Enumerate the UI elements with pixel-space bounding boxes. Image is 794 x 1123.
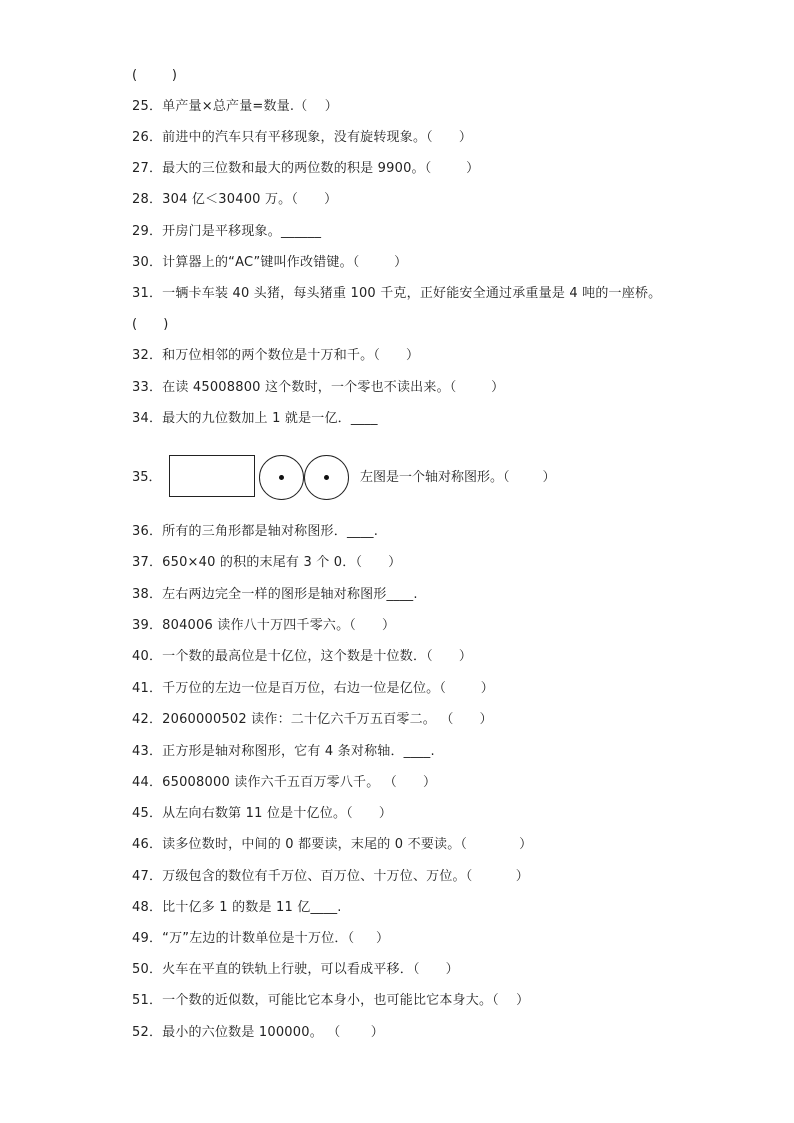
question-26: 26．前进中的汽车只有平移现象，没有旋转现象。（ ） <box>132 130 473 145</box>
question-46: 46．读多位数时，中间的 0 都要读，末尾的 0 不要读。（ ） <box>132 837 533 852</box>
question-30: 30．计算器上的“AC”键叫作改错键。（ ） <box>132 255 408 270</box>
question-39: 39．804006 读作八十万四千零六。（ ） <box>132 618 396 633</box>
circle-center-dot <box>279 475 284 480</box>
rectangle-figure <box>169 455 255 497</box>
question-44: 44．65008000 读作六千五百万零八千。 （ ） <box>132 775 437 790</box>
question-34: 34．最大的九位数加上 1 就是一亿．____ <box>132 411 378 426</box>
question-27: 27．最大的三位数和最大的两位数的积是 9900。（ ） <box>132 161 480 176</box>
question-29: 29．开房门是平移现象。______ <box>132 224 322 239</box>
question-43: 43．正方形是轴对称图形，它有 4 条对称轴．____. <box>132 744 435 759</box>
circle-center-dot <box>324 475 329 480</box>
question-40: 40．一个数的最高位是十亿位，这个数是十位数．（ ） <box>132 649 473 664</box>
question-35-number: 35． <box>132 470 162 485</box>
question-36: 36．所有的三角形都是轴对称图形．____. <box>132 524 379 539</box>
question-37: 37．650×40 的积的末尾有 3 个 0．（ ） <box>132 555 402 570</box>
question-50: 50．火车在平直的铁轨上行驶，可以看成平移．（ ） <box>132 962 459 977</box>
question-35-text: 左图是一个轴对称图形。（ ） <box>360 470 556 485</box>
question-49: 49．“万”左边的计数单位是十万位．（ ） <box>132 931 390 946</box>
question-31-bracket: ( ) <box>132 317 169 332</box>
question-45: 45．从左向右数第 11 位是十亿位。（ ） <box>132 806 393 821</box>
question-28: 28．304 亿＜30400 万。（ ） <box>132 192 338 207</box>
question-48: 48．比十亿多 1 的数是 11 亿____. <box>132 900 342 915</box>
question-47: 47．万级包含的数位有千万位、百万位、十万位、万位。（ ） <box>132 869 529 884</box>
question-51: 51．一个数的近似数，可能比它本身小，也可能比它本身大。（ ） <box>132 993 530 1008</box>
question-42: 42．2060000502 读作：二十亿六千万五百零二。 （ ） <box>132 712 493 727</box>
circle-figure-left <box>259 455 304 500</box>
question-41: 41．千万位的左边一位是百万位，右边一位是亿位。（ ） <box>132 681 494 696</box>
question-35 <box>132 455 692 501</box>
question-52: 52．最小的六位数是 100000。 （ ） <box>132 1025 384 1040</box>
question-31: 31．一辆卡车装 40 头猪，每头猪重 100 千克，正好能安全通过承重量是 4 吨的一座桥。 <box>132 286 662 301</box>
question-32: 32．和万位相邻的两个数位是十万和千。（ ） <box>132 348 420 363</box>
question-25: 25．单产量×总产量=数量.（ ） <box>132 99 338 114</box>
circle-figure-right <box>304 455 349 500</box>
question-38: 38．左右两边完全一样的图形是轴对称图形____. <box>132 587 418 602</box>
answer-bracket-line: ( ) <box>132 68 178 83</box>
question-33: 33．在读 45008800 这个数时，一个零也不读出来。（ ） <box>132 380 505 395</box>
